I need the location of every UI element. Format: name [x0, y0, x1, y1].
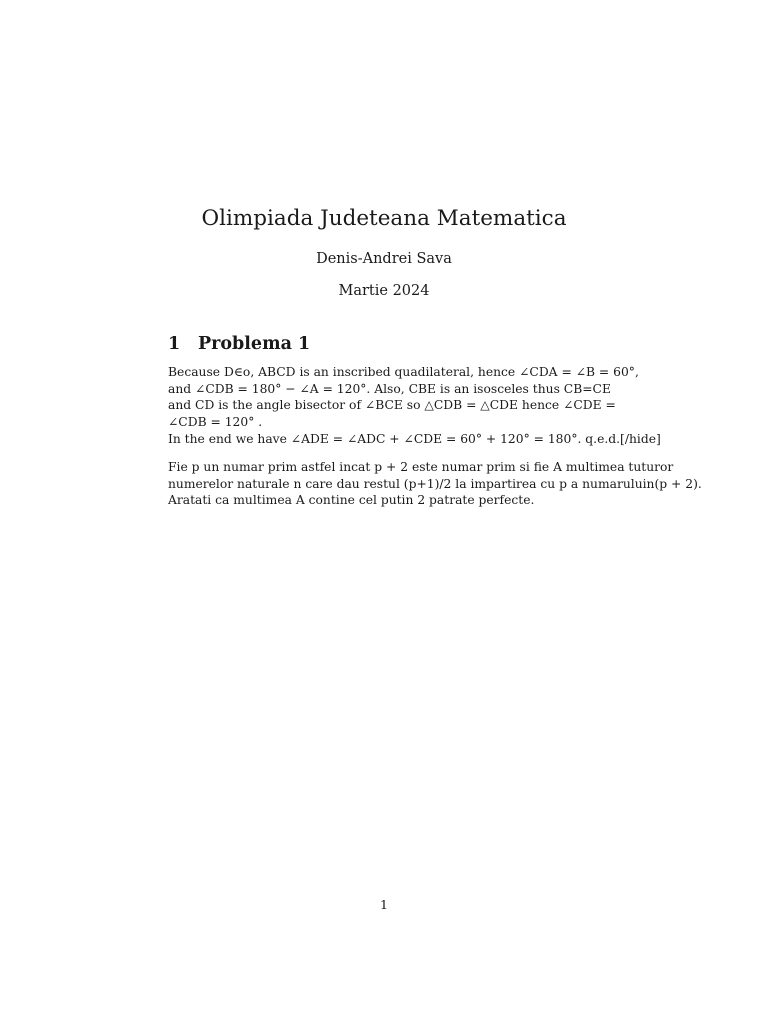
paragraph-solution: [168, 364, 661, 448]
text-line: ∠CDB = 120° .: [168, 415, 263, 430]
text-line: Fie p un numar prim astfel incat p + 2 este numar prim si fie A multimea tuturor: [168, 460, 674, 474]
section-heading: [168, 334, 310, 354]
section-title: Problema 1: [198, 334, 311, 354]
page-number: 1: [380, 897, 388, 912]
text-line: numerelor naturale n care dau restul (p+1)/2 la impartirea cu p a numaruluin(p + 2).: [168, 476, 702, 491]
document-author: Denis-Andrei Sava: [316, 251, 452, 267]
text-line: Aratati ca multimea A contine cel putin 2 patrate perfecte.: [168, 493, 535, 508]
document-title: Olimpiada Judeteana Matematica: [201, 206, 567, 231]
document-date: Martie 2024: [338, 283, 430, 299]
text-line: and CD is the angle bisector of ∠BCE so △CDB = △CDE hence ∠CDE =: [168, 398, 616, 413]
text-line: and ∠CDB = 180° − ∠A = 120°. Also, CBE is an isosceles thus CB=CE: [168, 381, 611, 396]
section-number: 1: [168, 334, 181, 354]
paragraph-problem: [168, 459, 702, 509]
text-line: Because D∈o, ABCD is an inscribed quadilateral, hence ∠CDA = ∠B = 60°,: [168, 365, 639, 379]
text-line: In the end we have ∠ADE = ∠ADC + ∠CDE = 60° + 120° = 180°. q.e.d.[/hide]: [168, 431, 661, 446]
